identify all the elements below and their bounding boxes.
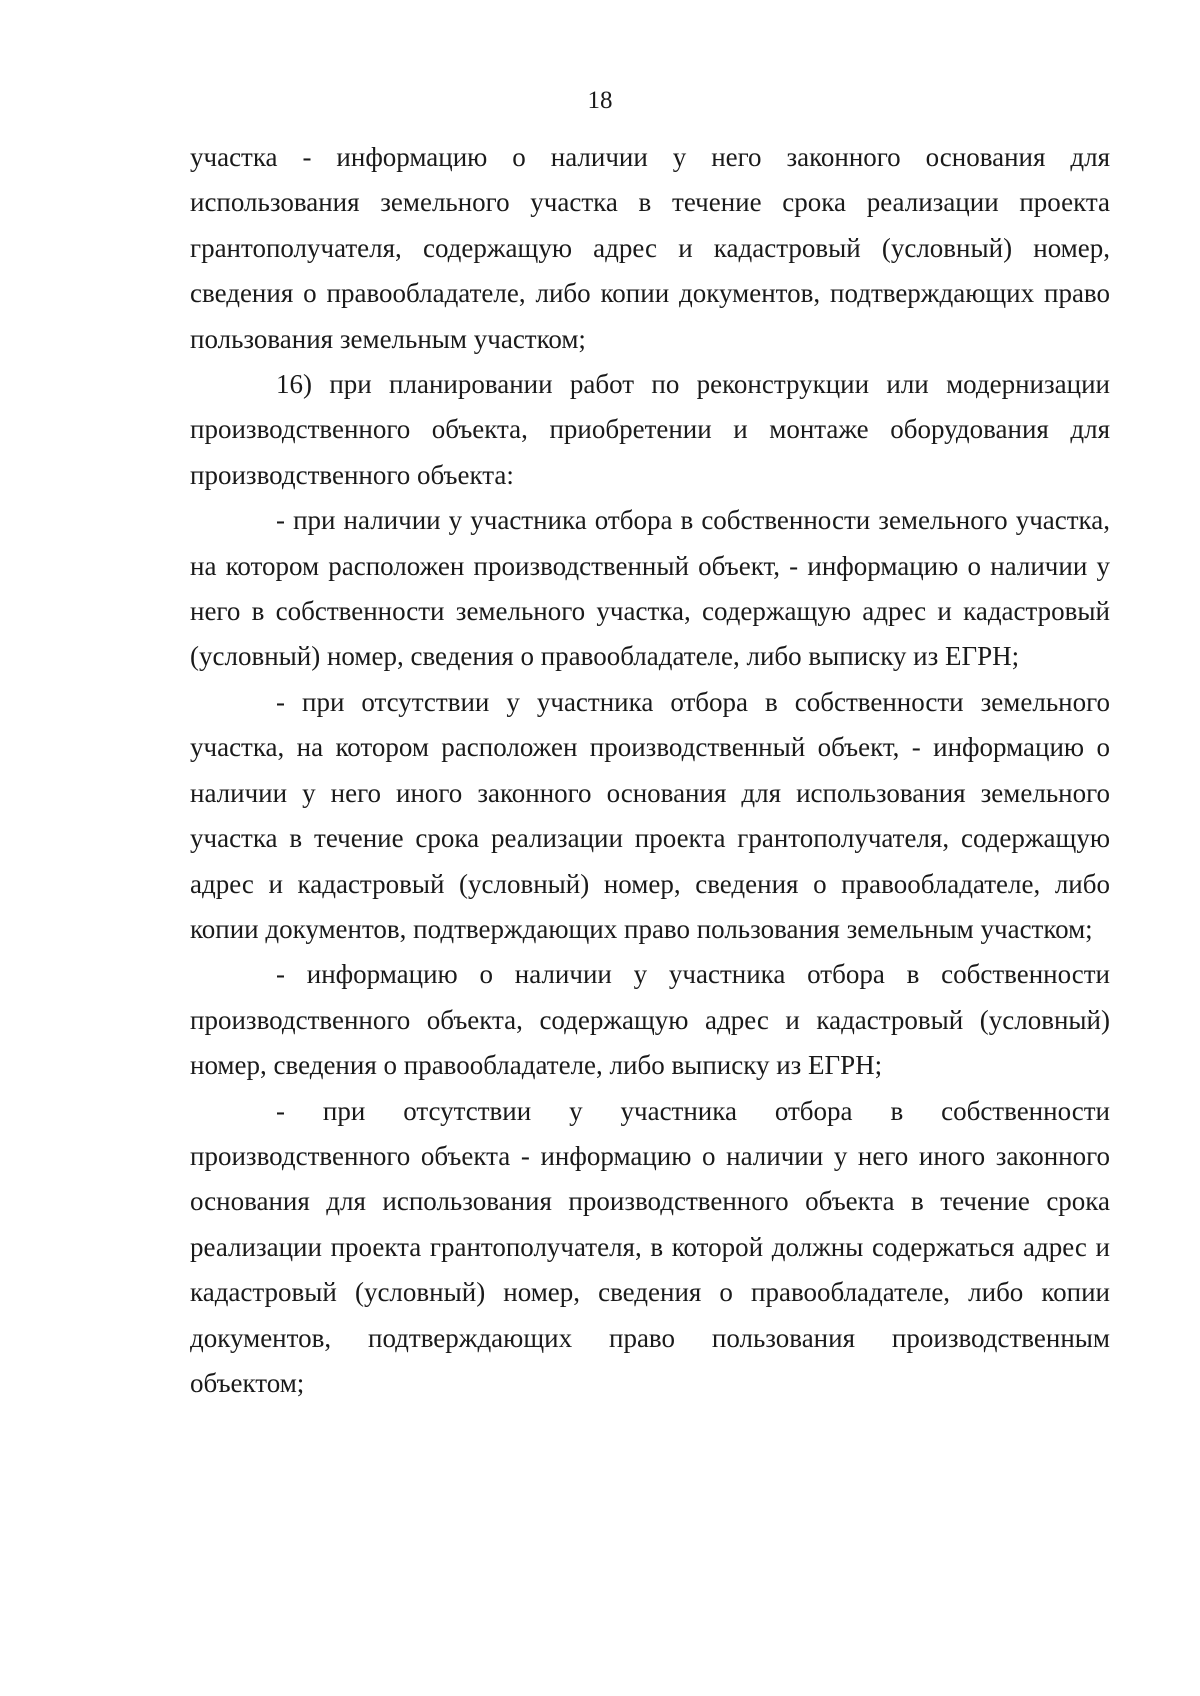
page-number: 18: [587, 87, 613, 114]
paragraph-item-16: 16) при планировании работ по реконструкции или модернизации производственного объекта, приобретении и монтаже оборудования для производственного объекта:: [190, 369, 1110, 490]
document-body: [190, 135, 1110, 1406]
paragraph-object-owned: - информацию о наличии у участника отбора в собственности производственного объекта, содержащую адрес и кадастровый (условный) номер, сведения о правообладателе, либо выписку из ЕГРН;: [190, 959, 1110, 1081]
paragraph-object-not-owned: - при отсутствии у участника отбора в собственности производственного объекта - информацию о наличии у него иного законного основания для использования производственного объекта в течение срока реализации проекта грантополучателя, в которой должны содержаться адрес и кадастровый (условный) номер, сведения о правообладателе, либо копии документов, подтверждающих право пользования производственным объектом;: [190, 1095, 1110, 1398]
paragraph-land-owned: - при наличии у участника отбора в собственности земельного участка, на котором расположен производственный объект, - информацию о наличии у него в собственности земельного участка, содержащую адрес и кадастровый (условный) номер, сведения о правообладателе, либо выписку из ЕГРН;: [190, 505, 1110, 672]
paragraph-land-not-owned: - при отсутствии у участника отбора в собственности земельного участка, на котором расположен производственный объект, - информацию о наличии у него иного законного основания для использования земельного участка в течение срока реализации проекта грантополучателя, содержащую адрес и кадастровый (условный) номер, сведения о правообладателе, либо копии документов, подтверждающих право пользования земельным участком;: [190, 686, 1110, 944]
paragraph-continuation: участка - информацию о наличии у него законного основания для использования земельного участка в течение срока реализации проекта грантополучателя, содержащую адрес и кадастровый (условный) номер, сведения о правообладателе, либо копии документов, подтверждающих право пользования земельным участком;: [190, 142, 1110, 354]
